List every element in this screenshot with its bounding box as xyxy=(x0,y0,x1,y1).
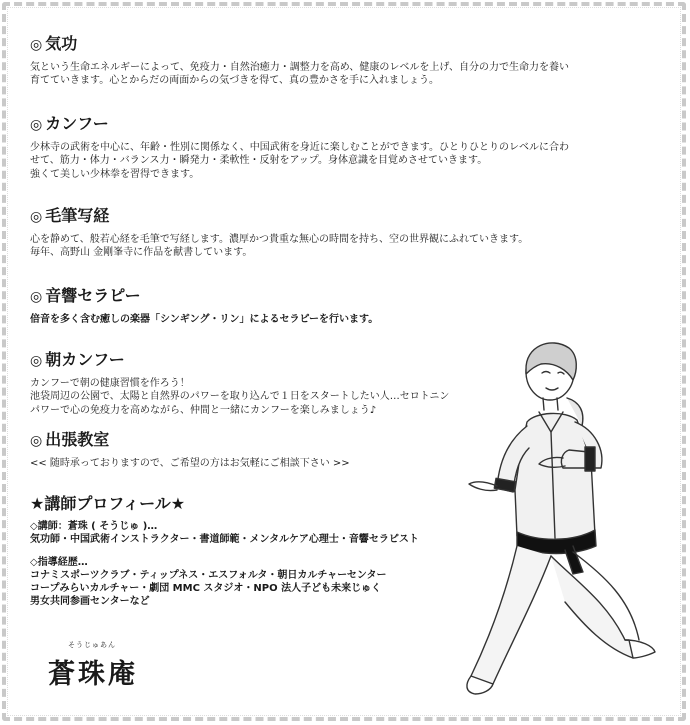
kung-fu-woman-illustration xyxy=(455,340,670,700)
soujuan-logo xyxy=(48,640,168,700)
section-title: 気功 xyxy=(45,34,78,53)
section-text-line: パワーで心の免疫力を高めながら、仲間と一緒にカンフーを楽しみましょう♪ xyxy=(30,404,377,416)
section-text-line: 強くて美しい少林拳を習得できます。 xyxy=(30,168,200,180)
profile-title: ★講師プロフィール★ xyxy=(30,494,186,513)
section-text-line: 心を静めて、般若心経を毛筆で写経します。濃厚かつ貴重な無心の時間を持ち、空の世界観にふれていきます。 xyxy=(30,234,529,245)
section-text-line: 育てていきます。心とからだの両面からの気づきを得て、真の豊かさを手に入れましょう。 xyxy=(30,75,439,87)
section-text-line: 毎年、高野山 金剛峯寺に作品を献書しています。 xyxy=(30,247,253,259)
history-line: 男女共同参画センターなど xyxy=(30,596,150,607)
history-label: ◇指導経歴… xyxy=(30,557,88,568)
section-heading xyxy=(30,206,662,227)
history-line: コープみらいカルチャー・劇団 MMC スタジオ・NPO 法人子ども未来じゅく xyxy=(30,583,382,594)
section-qigong xyxy=(30,34,662,88)
section-title: 音響セラピー xyxy=(45,286,141,305)
section-text-line: 池袋周辺の公園で、太陽と自然界のパワーを取り込んで１日をスタートしたい人…セロトニン xyxy=(30,391,450,403)
bullseye-icon: ◎ xyxy=(30,209,43,225)
section-text-line: 少林寺の武術を中心に、年齢・性別に関係なく、中国武術を身近に楽しむことができます。ひとりひとりのレベルに合わ xyxy=(30,142,569,153)
bullseye-icon: ◎ xyxy=(30,353,43,369)
logo-ruby: そうじゅあん xyxy=(68,641,116,649)
section-text-line: 気という生命エネルギーによって、免疫力・自然治癒力・調整力を高め、健康のレベルを上げ、自分の力で生命力を養い xyxy=(30,62,569,73)
bullseye-icon: ◎ xyxy=(30,37,43,53)
section-text-line: せて、筋力・体力・バランス力・瞬発力・柔軟性・反射をアップ。身体意識を目覚めさせていきます。 xyxy=(30,155,488,167)
history-line: コナミスポーツクラブ・ティップネス・エスフォルタ・朝日カルチャーセンター xyxy=(30,570,387,581)
section-heading xyxy=(30,286,662,307)
section-heading xyxy=(30,34,662,55)
teacher-label: ◇講師：蒼珠 ( そうじゅ )… xyxy=(30,521,158,532)
section-sutra-copying xyxy=(30,206,662,260)
section-title: カンフー xyxy=(45,114,109,133)
section-text-line: << 随時承っておりますので、ご希望の方はお気軽にご相談下さい >> xyxy=(30,458,350,469)
section-sound-therapy xyxy=(30,286,662,326)
section-heading xyxy=(30,114,662,135)
section-title: 朝カンフー xyxy=(45,350,125,369)
logo-name: 蒼珠庵 xyxy=(48,659,138,690)
section-text-line: 倍音を多く含む癒しの楽器「シンギング・リン」によるセラピーを行います。 xyxy=(30,314,379,325)
bullseye-icon: ◎ xyxy=(30,433,43,449)
section-title: 出張教室 xyxy=(45,430,110,449)
section-kungfu xyxy=(30,114,662,181)
teacher-description: 気功師・中国武術インストラクター・書道師範・メンタルケア心理士・音響セラピスト xyxy=(30,534,419,545)
section-text-line: カンフーで朝の健康習慣を作ろう！ xyxy=(30,378,190,389)
section-title: 毛筆写経 xyxy=(45,206,110,225)
bullseye-icon: ◎ xyxy=(30,289,43,305)
bullseye-icon: ◎ xyxy=(30,117,43,133)
